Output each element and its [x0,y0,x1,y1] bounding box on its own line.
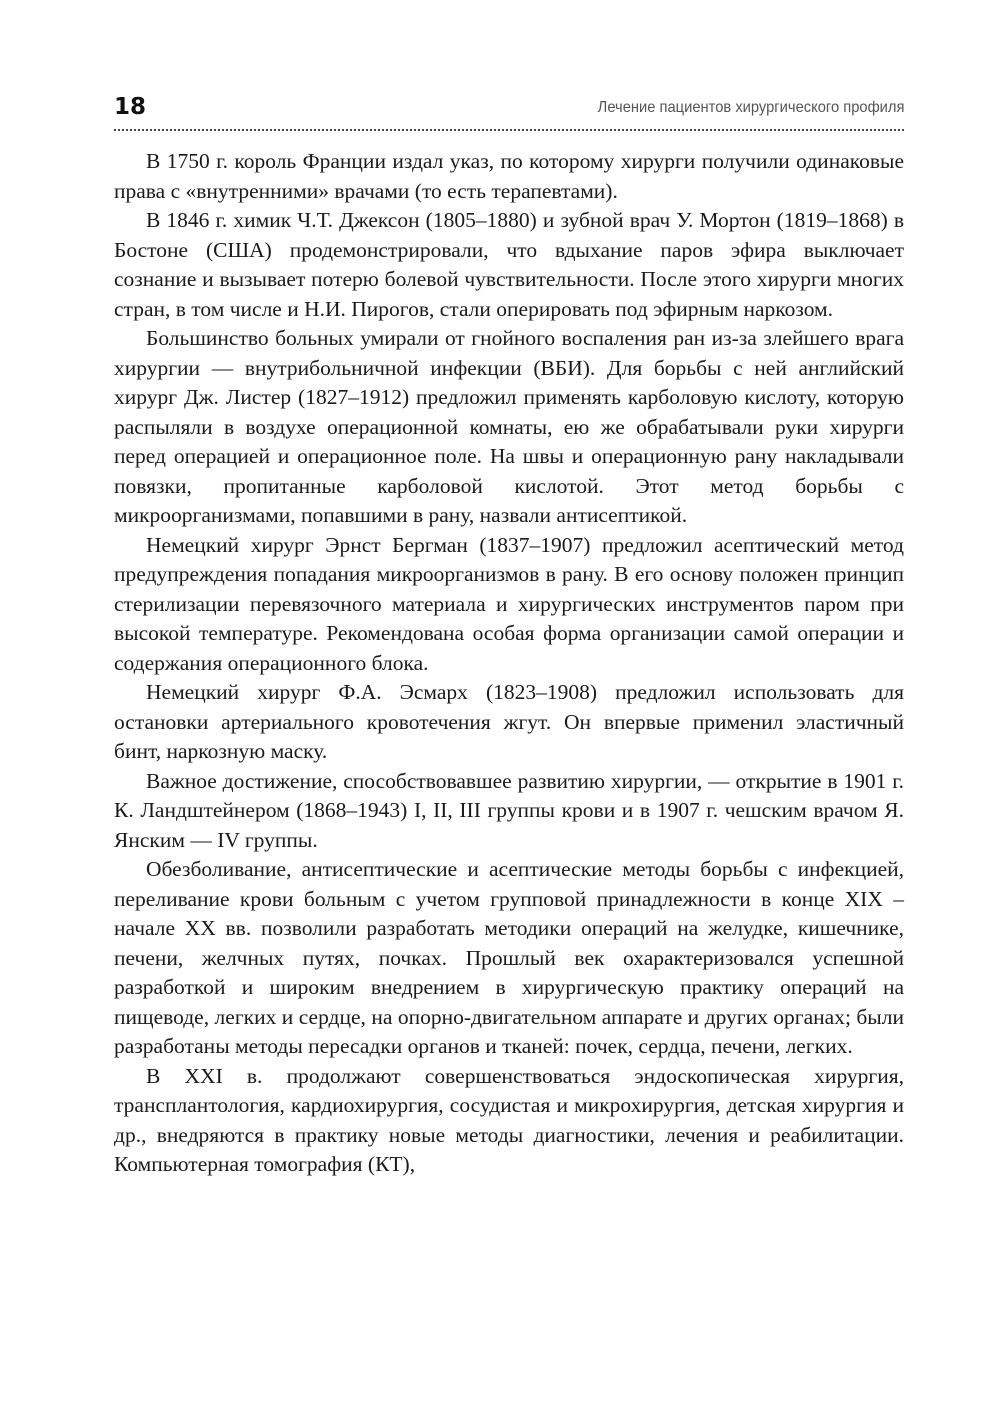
header-divider [114,129,904,131]
paragraph: Немецкий хирург Эрнст Бергман (1837–1907) предложил асептический метод предупреждения попадания микроорганизмов в рану. В его основу положен принцип стерилизации перевязочного материала и хирургических инструментов паром при высокой температуре. Рекомендована особая форма организации самой операции и содержания операционного блока. [114,532,904,675]
paragraph: Обезболивание, антисептические и асептические методы борьбы с инфекцией, переливание крови больным с учетом групповой принадлежности в конце XIX – начале XX вв. позволили разработать методики операций на желудке, кишечнике, печени, желчных путях, почках. Прошлый век охарактеризовался успешной разработкой и широким внедрением в хирургическую практику операций на пищеводе, легких и сердце, на опорно-двигательном аппарате и других органах; были разработаны методы пересадки органов и тканей: почек, сердца, печени, легких. [114,857,904,1058]
paragraph: В XXI в. продолжают совершенствоваться эндоскопическая хирургия, трансплантология, кардиохирургия, сосудистая и микрохирургия, детская хирургия и др., внедряются в практику новые методы диагностики, лечения и реабилитации. Компьютерная томография (КТ), [114,1063,904,1176]
page-header [114,94,904,124]
paragraph: Важное достижение, способствовавшее развитию хирургии, — открытие в 1901 г. К. Ландштейнером (1868–1943) I, II, III группы крови и в 1907 г. чешским врачом Я. Янским — IV группы. [114,768,904,852]
body-text [114,147,904,1180]
paragraph: Большинство больных умирали от гнойного воспаления ран из-за злейшего врага хирургии — внутрибольничной инфекции (ВБИ). Для борьбы с ней английский хирург Дж. Листер (1827–1912) предложил применять карболовую кислоту, которую распыляли в воздухе операционной комнаты, ею же обрабатывали руки хирурги перед операцией и операционное поле. На швы и операционную рану накладывали повязки, пропитанные карболовой кислотой. Этот метод борьбы с микроорганизмами, попавшими в рану, назвали антисептикой. [114,326,904,527]
running-title: Лечение пациентов хирургического профиля [597,99,904,116]
paragraph: В 1750 г. король Франции издал указ, по которому хирурги получили одинаковые права с «внутренними» врачами (то есть терапевтами). [114,149,904,203]
paragraph: Немецкий хирург Ф.А. Эсмарх (1823–1908) предложил использовать для остановки артериального кровотечения жгут. Он впервые применил эластичный бинт, наркозную маску. [114,680,904,763]
page-number: 18 [114,94,147,120]
paragraph: В 1846 г. химик Ч.Т. Джексон (1805–1880) и зубной врач У. Мортон (1819–1868) в Бостоне (США) продемонстрировали, что вдыхание паров эфира выключает сознание и вызывает потерю болевой чувствительности. После этого хирурги многих стран, в том числе и Н.И. Пирогов, стали оперировать под эфирным наркозом. [114,208,904,321]
